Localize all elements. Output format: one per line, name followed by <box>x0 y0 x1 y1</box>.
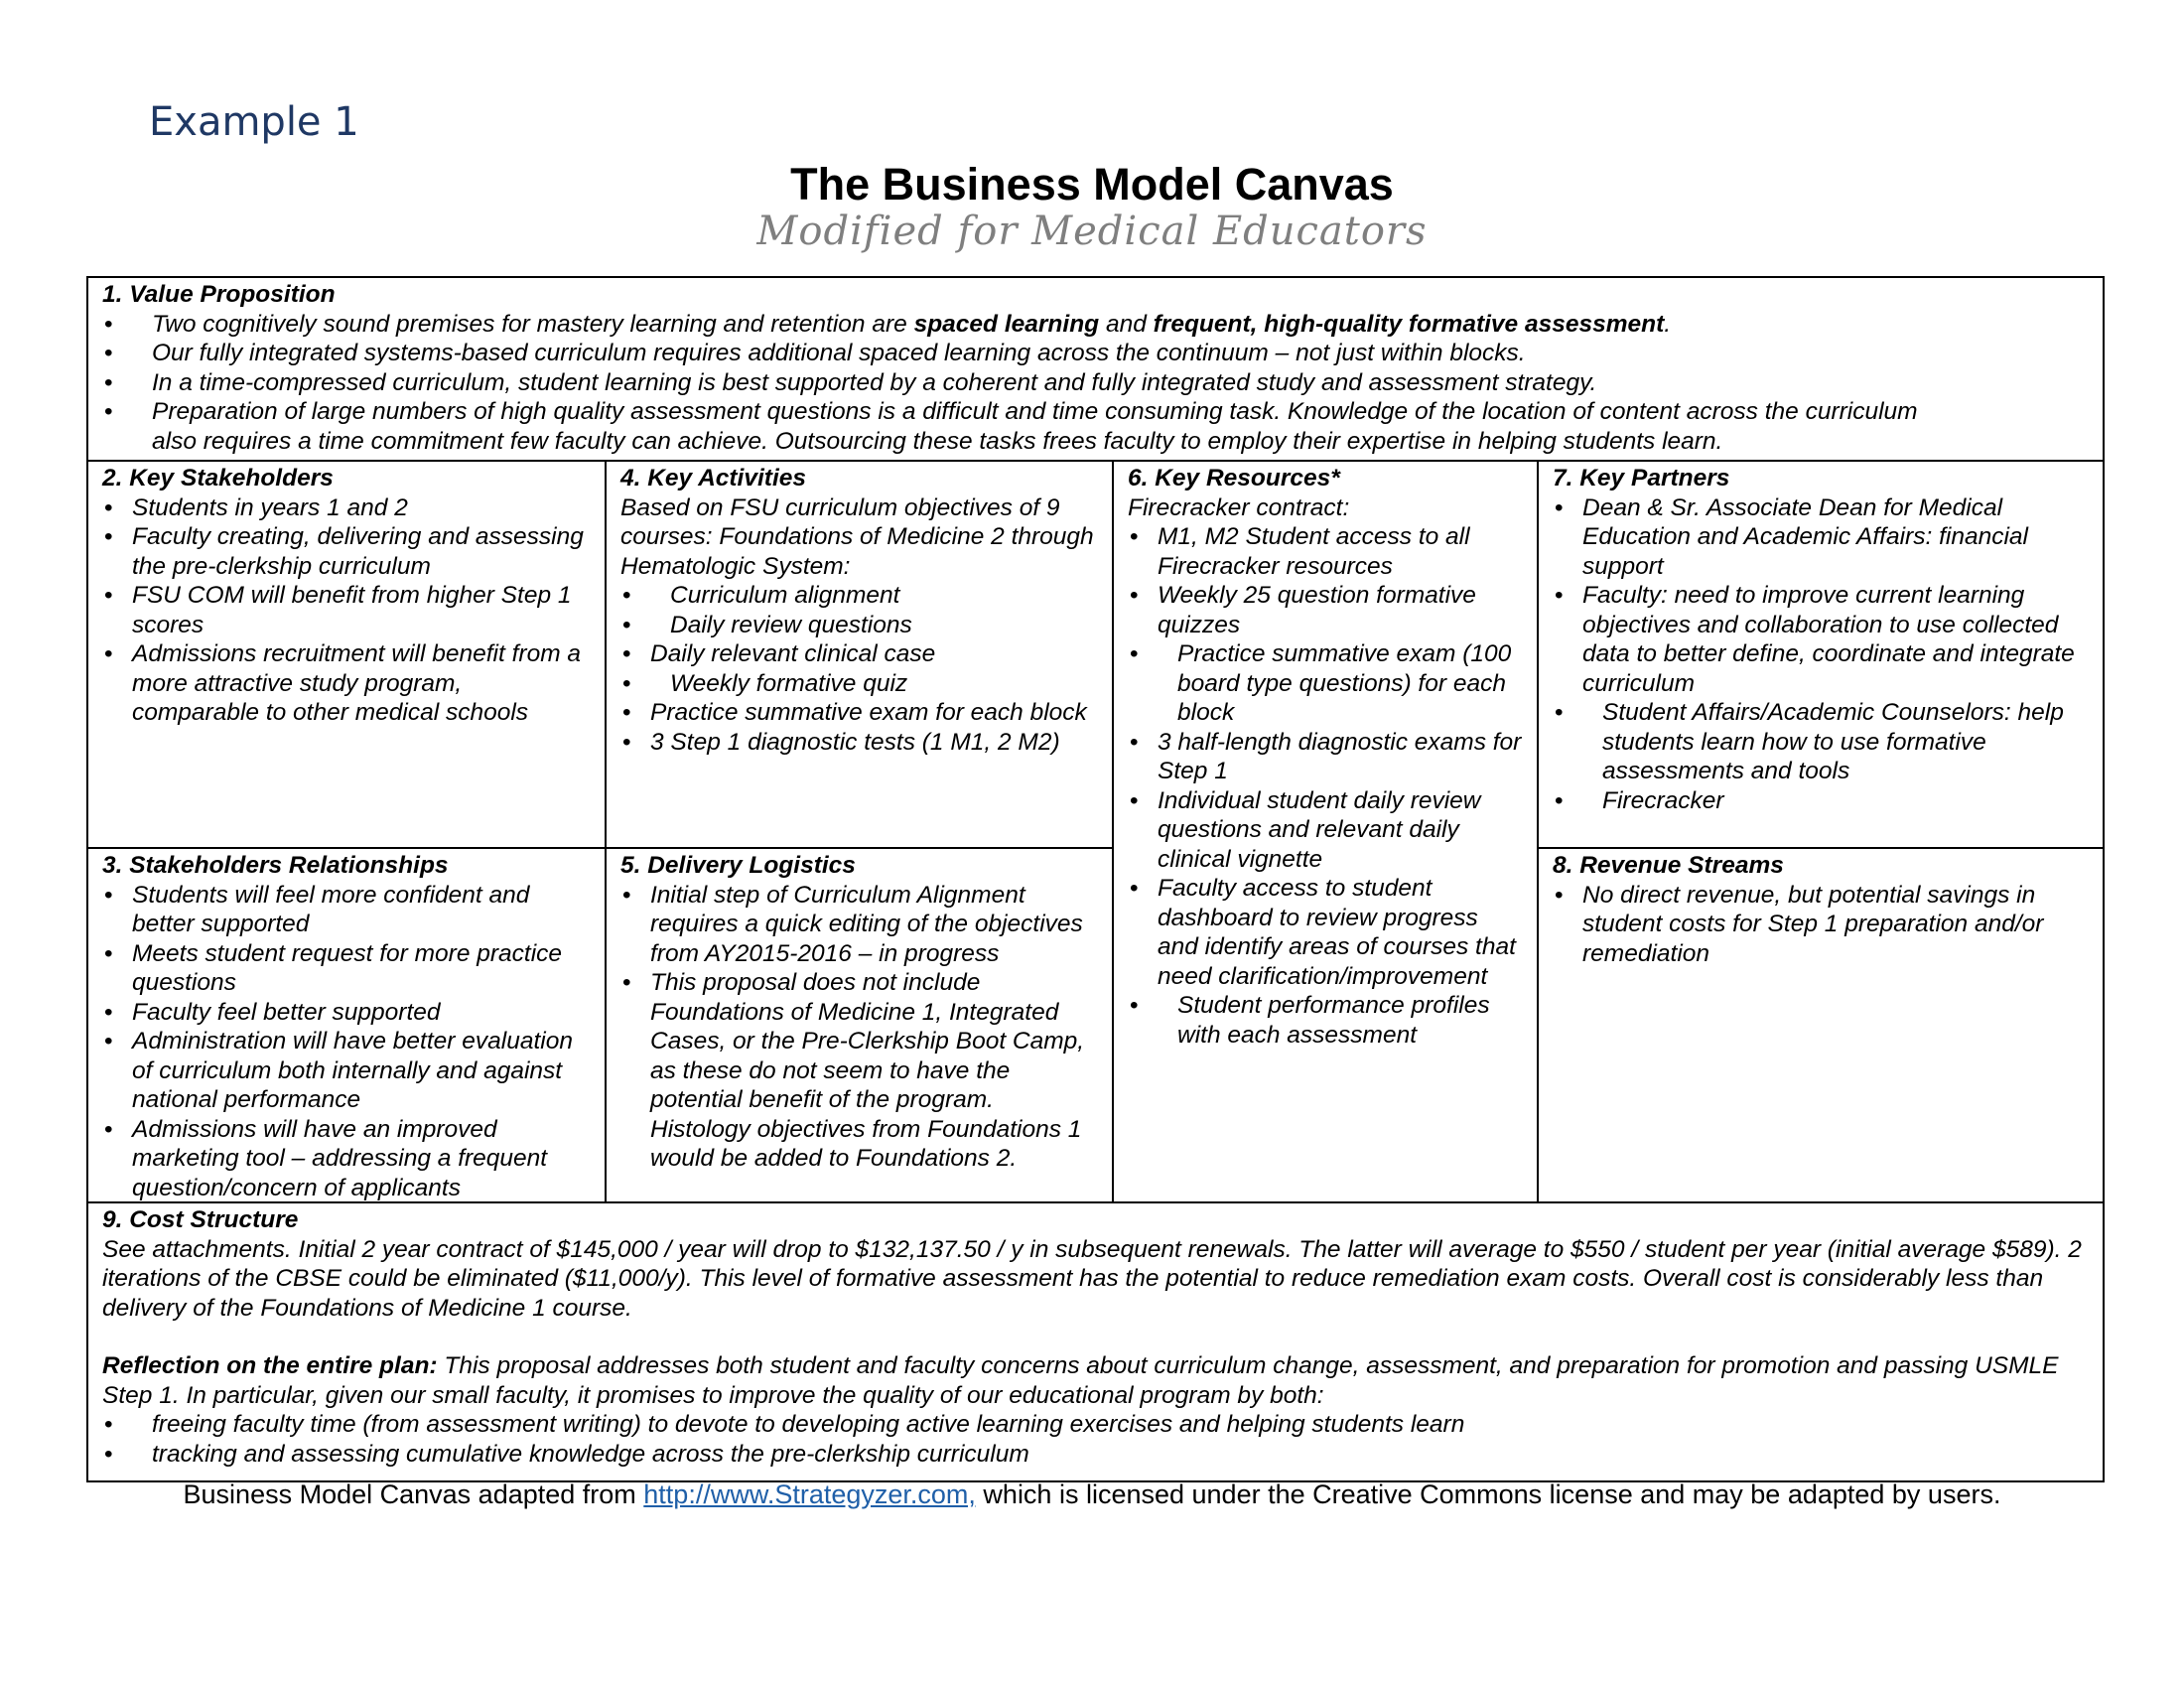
stakeholder-relationships-section <box>88 849 605 1201</box>
section-heading: 8. Revenue Streams <box>1553 852 1784 879</box>
list-item: • No direct revenue, but potential savings in student costs for Step 1 preparation and/or remediation <box>1553 881 2091 969</box>
reflection-paragraph: Reflection on the entire plan: This proposal addresses both student and faculty concerns about curriculum change, assessment, and preparation for promotion and passing USMLE Step 1. In particular, given our small faculty, it promises to improve the quality of our educational program by both: <box>102 1352 2059 1409</box>
list-item: • Individual student daily review questions and relevant daily clinical vignette <box>1128 786 1525 875</box>
list-item: • Daily review questions <box>620 611 1100 640</box>
attribution-footer: Business Model Canvas adapted from http://www.Strategyzer.com, which is licensed under the Creative Commons license and may be adapted by users. <box>183 1479 2001 1509</box>
list-item: • Dean & Sr. Associate Dean for Medical Education and Academic Affairs: financial support <box>1553 493 2091 582</box>
section-heading: 2. Key Stakeholders <box>102 465 334 492</box>
strategyzer-link[interactable]: http://www.Strategyzer.com, <box>643 1479 976 1509</box>
example-label: Example 1 <box>149 99 359 145</box>
list-item: • Initial step of Curriculum Alignment requires a quick editing of the objectives from AY2015-2016 – in progress <box>620 881 1100 969</box>
page-title: The Business Model Canvas <box>790 159 1394 210</box>
list-item: • Faculty creating, delivering and assessing the pre-clerkship curriculum <box>102 522 593 581</box>
list-item: • 3 Step 1 diagnostic tests (1 M1, 2 M2) <box>620 728 1100 758</box>
list-item: • Two cognitively sound premises for mastery learning and retention are spaced learning and frequent, high-quality formative assessment. <box>102 310 2091 340</box>
delivery-logistics-section <box>607 849 1112 1201</box>
list-item: • FSU COM will benefit from higher Step 1 scores <box>102 581 593 639</box>
list-item: • freeing faculty time (from assessment writing) to devote to developing active learning exercises and helping students learn <box>102 1410 2085 1440</box>
section-heading: 5. Delivery Logistics <box>620 852 856 879</box>
list-item: • 3 half-length diagnostic exams for Step 1 <box>1128 728 1525 786</box>
key-resources-section <box>1114 462 1537 1201</box>
section-heading: 7. Key Partners <box>1553 465 1730 492</box>
section-intro: Firecracker contract: <box>1128 493 1350 521</box>
list-item: • Our fully integrated systems-based curriculum requires additional spaced learning across the continuum – not just within blocks. <box>102 339 2091 368</box>
list-item: • Practice summative exam for each block <box>620 698 1100 728</box>
list-item: • In a time-compressed curriculum, student learning is best supported by a coherent and fully integrated study and assessment strategy. <box>102 368 2091 398</box>
list-item: • Preparation of large numbers of high quality assessment questions is a difficult and time consuming task. Knowledge of the location of content across the curriculum also requires a time commitment few faculty can achieve. Outsourcing these tasks frees faculty to employ their expertise in helping students learn. <box>102 397 2091 456</box>
list-item: • Curriculum alignment <box>620 581 1100 611</box>
list-item: • Administration will have better evaluation of curriculum both internally and against national performance <box>102 1027 593 1115</box>
list-item: • Faculty feel better supported <box>102 998 593 1028</box>
list-item: • This proposal does not include Foundations of Medicine 1, Integrated Cases, or the Pre-Clerkship Boot Camp, as these do not seem to have the potential benefit of the program. Histology objectives from Foundations 1 would be added to Foundations 2. <box>620 968 1100 1174</box>
section-heading: 3. Stakeholders Relationships <box>102 852 449 879</box>
cost-structure-text: See attachments. Initial 2 year contract of $145,000 / year will drop to $132,137.50 / y in subsequent renewals. The latter will average to $550 / student per year (initial average $589). 2 iterations of the CBSE could be eliminated ($11,000/y). This level of formative assessment has the potential to reduce remediation exam costs. Overall cost is considerably less than delivery of the Foundations of Medicine 1 course. <box>102 1235 2082 1322</box>
section-heading: 4. Key Activities <box>620 465 807 492</box>
cost-structure-section <box>88 1203 2103 1481</box>
list-item: • Student performance profiles with each assessment <box>1128 991 1525 1050</box>
list-item: • Practice summative exam (100 board type questions) for each block <box>1128 639 1525 728</box>
key-stakeholders-section <box>88 462 605 847</box>
section-intro: Based on FSU curriculum objectives of 9 courses: Foundations of Medicine 2 through Hematologic System: <box>620 493 1094 580</box>
business-model-canvas <box>86 276 2105 1482</box>
key-partners-section <box>1539 462 2103 847</box>
list-item: • Meets student request for more practice questions <box>102 939 593 998</box>
list-item: • Weekly 25 question formative quizzes <box>1128 581 1525 639</box>
list-item: • Weekly formative quiz <box>620 669 1100 699</box>
list-item: • Faculty access to student dashboard to review progress and identify areas of courses that need clarification/improvement <box>1128 874 1525 991</box>
list-item: • Faculty: need to improve current learning objectives and collaboration to use collected data to better define, coordinate and integrate curriculum <box>1553 581 2091 698</box>
page-subtitle: Modified for Medical Educators <box>756 209 1428 254</box>
revenue-streams-section <box>1539 849 2103 1201</box>
list-item: • M1, M2 Student access to all Firecracker resources <box>1128 522 1525 581</box>
list-item: • Firecracker <box>1553 786 2091 816</box>
list-item: • Student Affairs/Academic Counselors: help students learn how to use formative assessments and tools <box>1553 698 2091 786</box>
section-heading: 1. Value Proposition <box>102 281 336 308</box>
list-item: • tracking and assessing cumulative knowledge across the pre-clerkship curriculum <box>102 1440 2085 1470</box>
list-item: • Admissions recruitment will benefit from a more attractive study program, comparable to other medical schools <box>102 639 593 728</box>
list-item: • Daily relevant clinical case <box>620 639 1100 669</box>
list-item: • Students in years 1 and 2 <box>102 493 593 523</box>
key-activities-section <box>607 462 1112 847</box>
list-item: • Students will feel more confident and better supported <box>102 881 593 939</box>
list-item: • Admissions will have an improved marketing tool – addressing a frequent question/concern of applicants <box>102 1115 593 1202</box>
section-heading: 9. Cost Structure <box>102 1206 299 1233</box>
value-proposition-section <box>88 278 2103 460</box>
section-heading: 6. Key Resources* <box>1128 465 1340 492</box>
